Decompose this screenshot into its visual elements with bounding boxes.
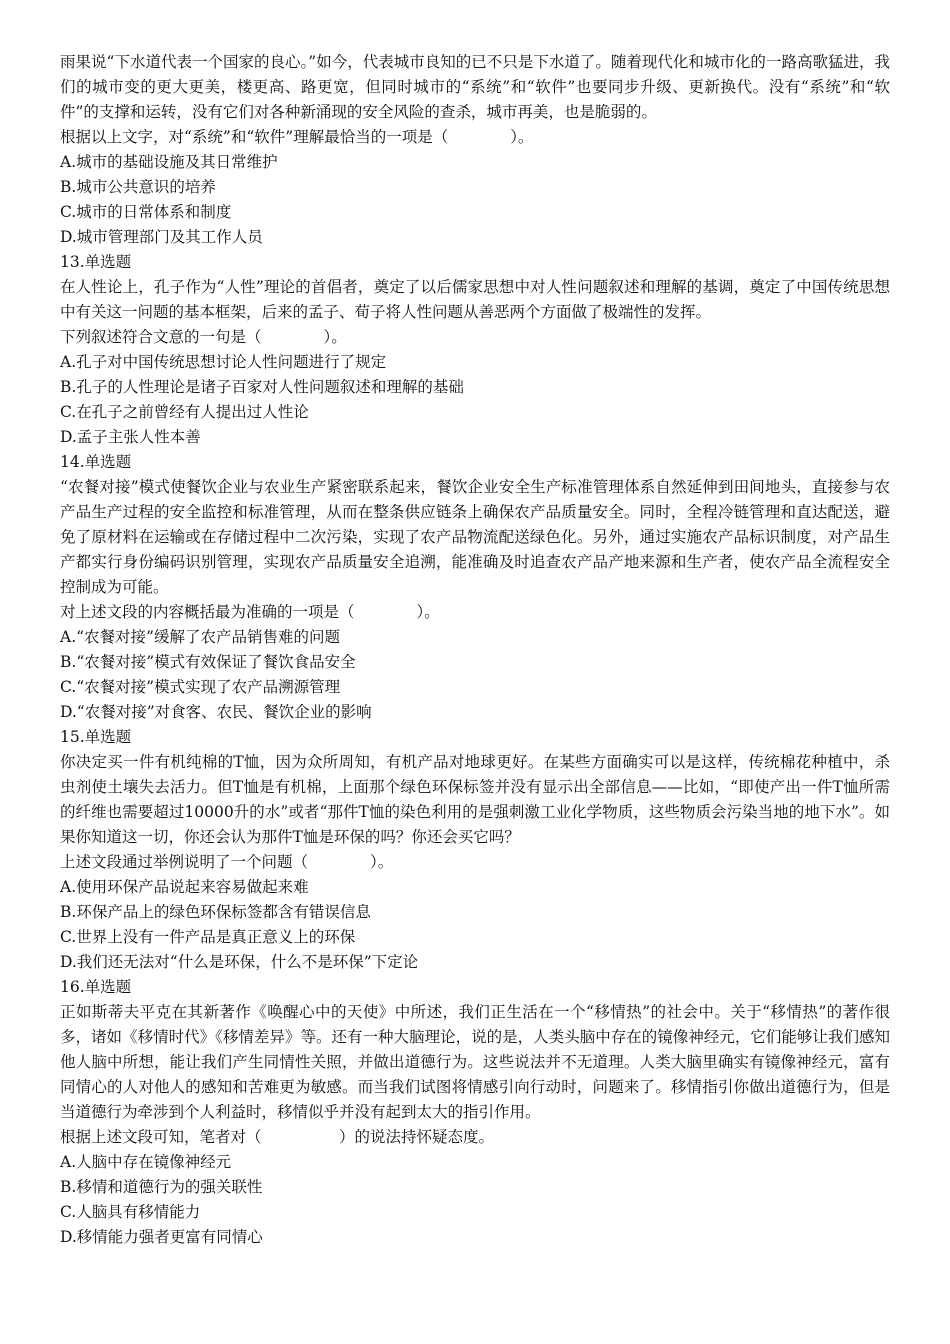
option-c: C.城市的日常体系和制度: [60, 203, 232, 221]
option-a: A.使用环保产品说起来容易做起来难: [60, 878, 309, 896]
question-header: 16.单选题: [60, 978, 132, 996]
option-b: B.城市公共意识的培养: [60, 178, 216, 196]
question-stem: 对上述文段的内容概括最为准确的一项是（ ）。: [60, 603, 440, 621]
option-c: C.世界上没有一件产品是真正意义上的环保: [60, 928, 356, 946]
option-d: D.“农餐对接”对食客、农民、餐饮企业的影响: [60, 703, 372, 721]
question-stem: 上述文段通过举例说明了一个问题（ ）。: [60, 853, 394, 871]
question-block-15: [60, 725, 890, 975]
question-passage: 你决定买一件有机纯棉的T恤，因为众所周知，有机产品对地球更好。在某些方面确实可以是这样，传统棉花种植中，杀虫剂使土壤失去活力。但T恤是有机棉，上面那个绿色环保标签并没有显示出全部信息——比如，“即使产出一件T恤所需的纤维也需要超过10000升的水”或者“那件T恤的染色利用的是强刺激工业化学物质，这些物质会污染当地的地下水”。如果你知道这一切，你还会认为那件T恤是环保的吗？你还会买它吗？: [60, 753, 890, 846]
option-c: C.人脑具有移情能力: [60, 1203, 201, 1221]
question-header: 13.单选题: [60, 253, 132, 271]
option-c: C.“农餐对接”模式实现了农产品溯源管理: [60, 678, 341, 696]
document-page: [60, 50, 890, 1250]
option-b: B.“农餐对接”模式有效保证了餐饮食品安全: [60, 653, 356, 671]
question-block-12: [60, 50, 890, 250]
option-b: B.环保产品上的绿色环保标签都含有错误信息: [60, 903, 371, 921]
question-block-16: [60, 975, 890, 1250]
option-c: C.在孔子之前曾经有人提出过人性论: [60, 403, 309, 421]
option-d: D.我们还无法对“什么是环保，什么不是环保”下定论: [60, 953, 419, 971]
option-d: D.城市管理部门及其工作人员: [60, 228, 263, 246]
option-b: B.移情和道德行为的强关联性: [60, 1178, 263, 1196]
question-passage: 在人性论上，孔子作为“人性”理论的首倡者，奠定了以后儒家思想中对人性问题叙述和理解的基调，奠定了中国传统思想中有关这一问题的基本框架，后来的孟子、荀子将人性问题从善恶两个方面做了极端性的发挥。: [60, 278, 890, 321]
question-passage: “农餐对接”模式使餐饮企业与农业生产紧密联系起来，餐饮企业安全生产标准管理体系自然延伸到田间地头，直接参与农产品生产过程的安全监控和标准管理，从而在整条供应链条上确保农产品质量安全。同时，全程冷链管理和直达配送，避免了原材料在运输或在存储过程中二次污染，实现了农产品物流配送绿色化。另外，通过实施农产品标识制度，对产品生产都实行身份编码识别管理，实现农产品质量安全追溯，能准确及时追查农产品产地来源和生产者，使农产品全流程安全控制成为可能。: [60, 478, 890, 596]
question-block-13: [60, 250, 890, 450]
option-a: A.孔子对中国传统思想讨论人性问题进行了规定: [60, 353, 387, 371]
question-stem: 下列叙述符合文意的一句是（ ）。: [60, 328, 347, 346]
option-a: A.“农餐对接”缓解了农产品销售难的问题: [60, 628, 340, 646]
option-a: A.人脑中存在镜像神经元: [60, 1153, 232, 1171]
question-header: 14.单选题: [60, 453, 132, 471]
question-header: 15.单选题: [60, 728, 132, 746]
option-b: B.孔子的人性理论是诸子百家对人性问题叙述和理解的基础: [60, 378, 464, 396]
question-passage: 雨果说“下水道代表一个国家的良心。”如今，代表城市良知的已不只是下水道了。随着现代化和城市化的一路高歌猛进，我们的城市变的更大更美，楼更高、路更宽，但同时城市的“系统”和“软件”也要同步升级、更新换代。没有“系统”和“软件”的支撑和运转，没有它们对各种新涌现的安全风险的查杀，城市再美，也是脆弱的。: [60, 53, 890, 121]
question-stem: 根据以上文字，对“系统”和“软件”理解最恰当的一项是（ ）。: [60, 128, 534, 146]
option-d: D.孟子主张人性本善: [60, 428, 201, 446]
question-stem: 根据上述文段可知，笔者对（ ）的说法持怀疑态度。: [60, 1128, 495, 1146]
question-passage: 正如斯蒂夫平克在其新著作《唤醒心中的天使》中所述，我们正生活在一个“移情热”的社会中。关于“移情热”的著作很多，诸如《移情时代》《移情差异》等。还有一种大脑理论，说的是，人类头脑中存在的镜像神经元，它们能够让我们感知他人脑中所想，能让我们产生同情性关照，并做出道德行为。这些说法并不无道理。人类大脑里确实有镜像神经元，富有同情心的人对他人的感知和苦难更为敏感。而当我们试图将情感引向行动时，问题来了。移情指引你做出道德行为，但是当道德行为牵涉到个人利益时，移情似乎并没有起到太大的指引作用。: [60, 1003, 890, 1121]
question-block-14: [60, 450, 890, 725]
option-a: A.城市的基础设施及其日常维护: [60, 153, 278, 171]
option-d: D.移情能力强者更富有同情心: [60, 1228, 263, 1246]
